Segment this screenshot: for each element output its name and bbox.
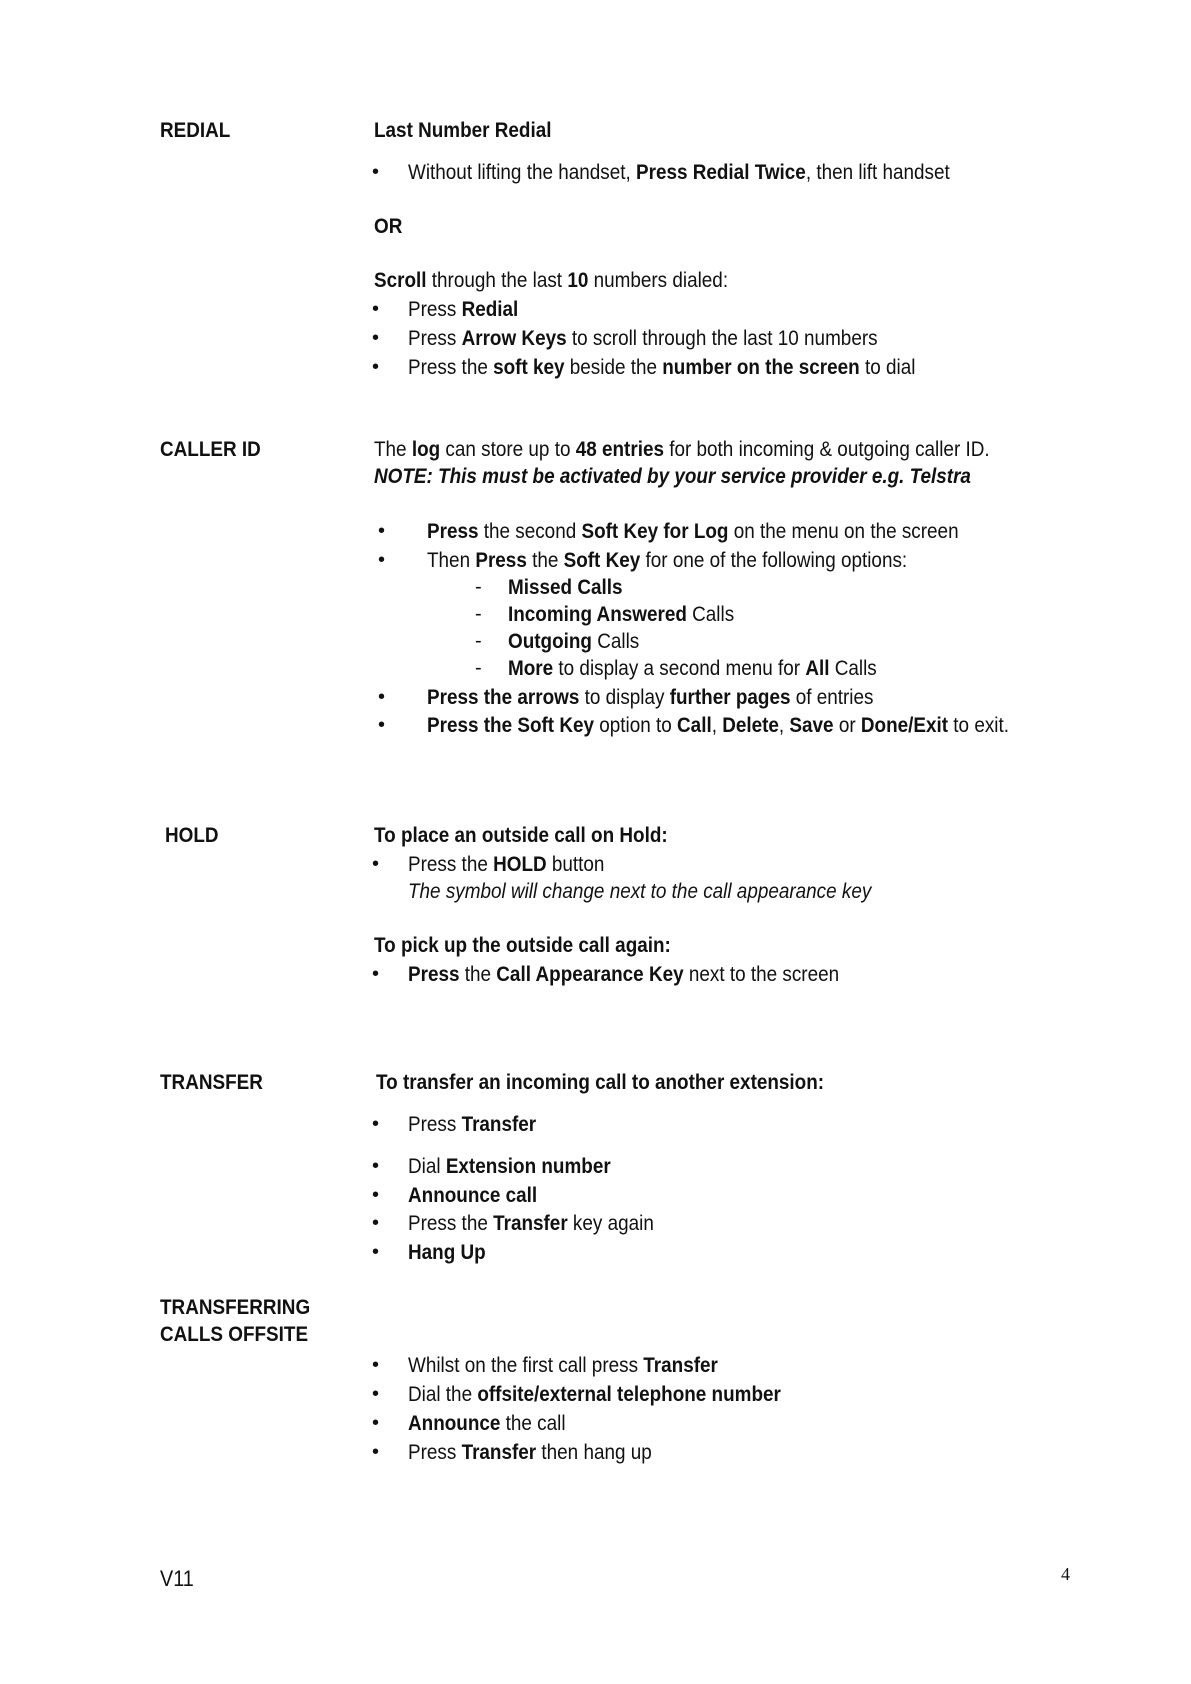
caller-id-bullet-3: Press the arrows to display further pages of entries xyxy=(427,686,874,709)
hold-bullet-1: Press the HOLD button xyxy=(408,853,605,876)
dash-icon: - xyxy=(475,630,482,652)
caller-id-option-outgoing: Outgoing Calls xyxy=(508,630,640,653)
section-label-transferring: TRANSFERRING xyxy=(160,1296,311,1319)
redial-bullet-1: Without lifting the handset, Press Redial Twice, then lift handset xyxy=(408,161,950,184)
transfer-bullet-4: Press the Transfer key again xyxy=(408,1212,654,1235)
offsite-bullet-3: Announce the call xyxy=(408,1412,566,1435)
bullet-icon: • xyxy=(372,1113,380,1135)
offsite-bullet-1: Whilst on the first call press Transfer xyxy=(408,1354,718,1377)
dash-icon: - xyxy=(475,657,482,679)
caller-id-bullet-4: Press the Soft Key option to Call, Delete, Save or Done/Exit to exit. xyxy=(427,714,1009,737)
dash-icon: - xyxy=(475,576,482,598)
caller-id-option-missed: Missed Calls xyxy=(508,576,623,599)
bullet-icon: • xyxy=(372,1441,380,1463)
section-label-redial: REDIAL xyxy=(160,119,231,142)
footer-version: V11 xyxy=(160,1566,194,1591)
transfer-bullet-1: Press Transfer xyxy=(408,1113,537,1136)
redial-bullet-3: Press Arrow Keys to scroll through the last 10 numbers xyxy=(408,327,878,350)
hold-title-pickup: To pick up the outside call again: xyxy=(374,934,671,957)
bullet-icon: • xyxy=(372,356,380,378)
offsite-bullet-2: Dial the offsite/external telephone number xyxy=(408,1383,781,1406)
bullet-icon: • xyxy=(372,1241,380,1263)
redial-or: OR xyxy=(374,215,403,238)
redial-bullet-4: Press the soft key beside the number on the screen to dial xyxy=(408,356,916,379)
caller-id-option-incoming: Incoming Answered Calls xyxy=(508,603,735,626)
bullet-icon: • xyxy=(372,1212,380,1234)
section-label-caller-id: CALLER ID xyxy=(160,438,261,461)
transfer-bullet-5: Hang Up xyxy=(408,1241,486,1264)
hold-title-place: To place an outside call on Hold: xyxy=(374,824,668,847)
bullet-icon: • xyxy=(372,327,380,349)
offsite-bullet-4: Press Transfer then hang up xyxy=(408,1441,652,1464)
bullet-icon: • xyxy=(372,1354,380,1376)
bullet-icon: • xyxy=(372,298,380,320)
caller-id-intro: The log can store up to 48 entries for both incoming & outgoing caller ID. xyxy=(374,438,990,461)
redial-title: Last Number Redial xyxy=(374,119,552,142)
section-label-transfer: TRANSFER xyxy=(160,1071,263,1094)
hold-bullet-2: Press the Call Appearance Key next to the screen xyxy=(408,963,840,986)
caller-id-note: NOTE: This must be activated by your service provider e.g. Telstra xyxy=(374,465,971,488)
bullet-icon: • xyxy=(378,714,386,736)
bullet-icon: • xyxy=(372,1383,380,1405)
dash-icon: - xyxy=(475,603,482,625)
bullet-icon: • xyxy=(372,853,380,875)
redial-bullet-2: Press Redial xyxy=(408,298,519,321)
bullet-icon: • xyxy=(378,549,386,571)
transfer-bullet-3: Announce call xyxy=(408,1184,538,1207)
transfer-bullet-2: Dial Extension number xyxy=(408,1155,611,1178)
bullet-icon: • xyxy=(372,1184,380,1206)
bullet-icon: • xyxy=(378,520,386,542)
bullet-icon: • xyxy=(372,161,380,183)
section-label-hold: HOLD xyxy=(165,824,219,847)
caller-id-bullet-1: Press the second Soft Key for Log on the menu on the screen xyxy=(427,520,959,543)
redial-scroll-intro: Scroll through the last 10 numbers dialed: xyxy=(374,269,729,292)
bullet-icon: • xyxy=(378,686,386,708)
bullet-icon: • xyxy=(372,1412,380,1434)
hold-note: The symbol will change next to the call appearance key xyxy=(408,880,872,903)
caller-id-option-more: More to display a second menu for All Calls xyxy=(508,657,877,680)
footer-page-number: 4 xyxy=(1061,1564,1070,1584)
transfer-title: To transfer an incoming call to another extension: xyxy=(376,1071,825,1094)
bullet-icon: • xyxy=(372,963,380,985)
caller-id-bullet-2: Then Press the Soft Key for one of the following options: xyxy=(427,549,908,572)
section-label-calls-offsite: CALLS OFFSITE xyxy=(160,1323,309,1346)
bullet-icon: • xyxy=(372,1155,380,1177)
